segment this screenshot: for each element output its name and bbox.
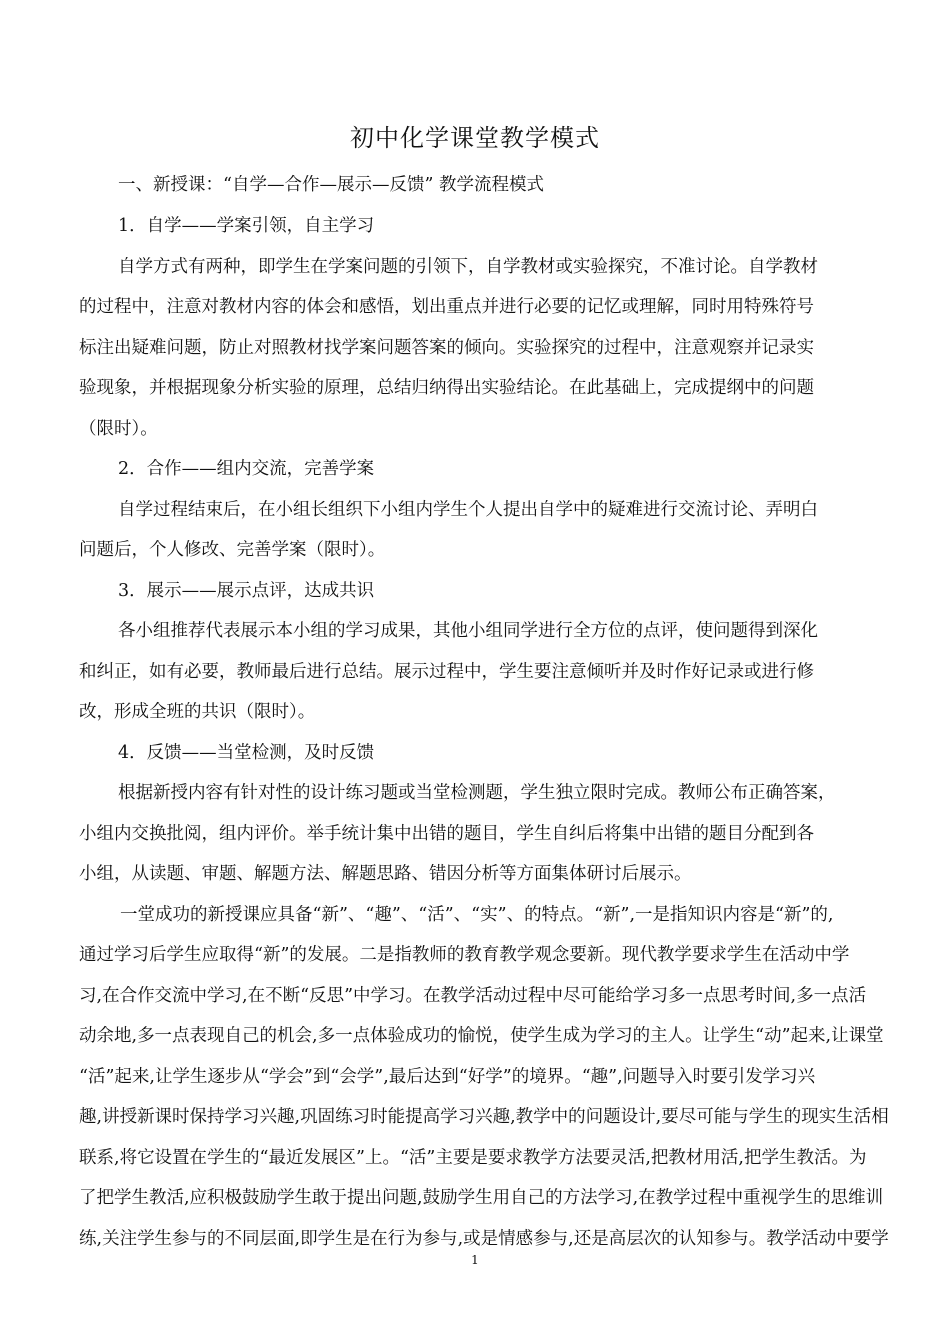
document-title: 初中化学课堂教学模式 [350, 124, 600, 152]
paragraph-line: “活”起来,让学生逐步从“学会”到“会学”,最后达到“好学”的境界。“趣”,问题导入时要引发学习兴 [79, 1067, 816, 1087]
paragraph-line: 改，形成全班的共识（限时）。 [79, 702, 316, 722]
subsection-heading: 1．自学——学案引领，自主学习 [118, 216, 375, 236]
section-heading: 一、新授课：“自学—合作—展示—反馈” 教学流程模式 [118, 175, 544, 195]
paragraph-line: 验现象，并根据现象分析实验的原理，总结归纳得出实验结论。在此基础上，完成提纲中的问题 [79, 378, 814, 398]
paragraph-line: 自学过程结束后，在小组长组织下小组内学生个人提出自学中的疑难进行交流讨论、弄明白 [118, 500, 818, 520]
paragraph-line: 问题后，个人修改、完善学案（限时）。 [79, 540, 386, 560]
paragraph-line: 了把学生教活,应积极鼓励学生敢于提出问题,鼓励学生用自己的方法学习,在教学过程中重视学生的思维训 [79, 1188, 884, 1208]
paragraph-line: 各小组推荐代表展示本小组的学习成果，其他小组同学进行全方位的点评，使问题得到深化 [118, 621, 818, 641]
paragraph-line: 小组，从读题、审题、解题方法、解题思路、错因分析等方面集体研讨后展示。 [79, 864, 692, 884]
paragraph-line: 标注出疑难问题，防止对照教材找学案问题答案的倾向。实验探究的过程中，注意观察并记录实 [79, 338, 814, 358]
paragraph-line: 自学方式有两种，即学生在学案问题的引领下，自学教材或实验探究，不准讨论。自学教材 [118, 257, 818, 277]
paragraph-line: 根据新授内容有针对性的设计练习题或当堂检测题，学生独立限时完成。教师公布正确答案， [118, 783, 836, 803]
paragraph-line: 通过学习后学生应取得“新”的发展。二是指教师的教育教学观念要新。现代教学要求学生在活动中学 [79, 945, 850, 965]
paragraph-line: 习,在合作交流中学习,在不断“反思”中学习。在教学活动过程中尽可能给学习多一点思考时间,多一点活 [79, 986, 867, 1006]
paragraph-line: 和纠正，如有必要，教师最后进行总结。展示过程中，学生要注意倾听并及时作好记录或进行修 [79, 662, 814, 682]
paragraph-line: 练,关注学生参与的不同层面,即学生是在行为参与,或是情感参与,还是高层次的认知参与。教学活动中要学 [79, 1229, 889, 1249]
subsection-heading: 3．展示——展示点评，达成共识 [118, 581, 375, 601]
subsection-heading: 2．合作——组内交流，完善学案 [118, 459, 375, 479]
paragraph-line: 联系,将它设置在学生的“最近发展区”上。“活”主要是要求教学方法要灵活,把教材用活,把学生教活。为 [79, 1148, 867, 1168]
page-number: 1 [471, 1253, 479, 1267]
paragraph-line: 趣,讲授新课时保持学习兴趣,巩固练习时能提高学习兴趣,教学中的问题设计,要尽可能与学生的现实生活相 [79, 1107, 889, 1127]
paragraph-line: （限时）。 [79, 419, 158, 439]
paragraph-line: 动余地,多一点表现自己的机会,多一点体验成功的愉悦，使学生成为学习的主人。让学生“动”起来,让课堂 [79, 1026, 884, 1046]
subsection-heading: 4．反馈——当堂检测，及时反馈 [118, 743, 375, 763]
paragraph-line: 小组内交换批阅，组内评价。举手统计集中出错的题目，学生自纠后将集中出错的题目分配到各 [79, 824, 814, 844]
paragraph-line: 一堂成功的新授课应具备“新”、“趣”、“活”、“实”、的特点。“新”,一是指知识内容是“新”的, [120, 905, 834, 925]
paragraph-line: 的过程中，注意对教材内容的体会和感悟，划出重点并进行必要的记忆或理解，同时用特殊符号 [79, 297, 814, 317]
